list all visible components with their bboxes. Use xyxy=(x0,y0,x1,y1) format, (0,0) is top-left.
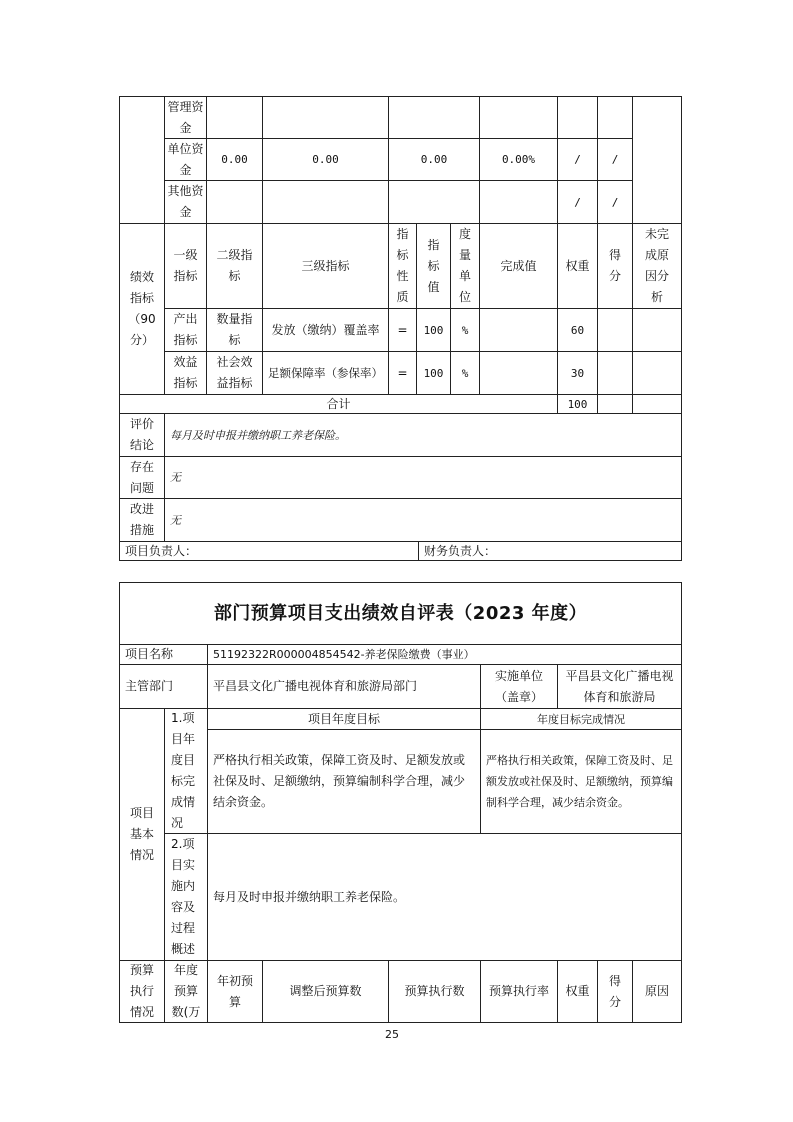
funding-weight: / xyxy=(557,180,598,224)
total-reason xyxy=(632,394,682,414)
dept-value: 平昌县文化广播电视体育和旅游局部门 xyxy=(207,664,481,709)
indicator-nature: = xyxy=(388,351,417,395)
budget-sub-label: 年度预算数(万 xyxy=(164,960,208,1023)
funding-adjusted xyxy=(262,180,389,224)
goal-done-header: 年度目标完成情况 xyxy=(480,708,682,730)
funding-executed: 0.00 xyxy=(388,138,480,181)
funding-weight xyxy=(557,96,598,139)
funding-executed xyxy=(388,96,480,139)
indicator-completed xyxy=(479,351,558,395)
funding-score: / xyxy=(597,138,633,181)
project-name-value: 51192322R000004854542-养老保险缴费（事业） xyxy=(207,644,682,665)
impl-label: 2.项目实施内容及过程概述 xyxy=(164,833,208,961)
goal-done-text: 严格执行相关政策，保障工资及时、足额发放或社保及时、足额缴纳，预算编制科学合理，减少结余资金。 xyxy=(480,729,682,834)
merged-right-cell xyxy=(632,96,682,224)
conclusion-text: 每月及时申报并缴纳职工养老保险。 xyxy=(164,413,682,457)
funding-rate xyxy=(479,180,558,224)
indicator-score xyxy=(597,308,633,352)
budget-header-executed: 预算执行数 xyxy=(388,960,481,1023)
budget-header-weight: 权重 xyxy=(557,960,598,1023)
impl-unit-value: 平昌县文化广播电视体育和旅游局 xyxy=(557,664,682,709)
indicator-unit: % xyxy=(450,308,480,352)
indicator-score xyxy=(597,351,633,395)
goal-header: 项目年度目标 xyxy=(207,708,481,730)
merged-left-cell xyxy=(119,96,165,224)
header-level1: 一级指标 xyxy=(164,223,207,309)
funding-executed xyxy=(388,180,480,224)
improve-label: 改进措施 xyxy=(119,498,165,542)
indicator-weight: 30 xyxy=(557,351,598,395)
indicator-level3: 发放（缴纳）覆盖率 xyxy=(262,308,389,352)
page-number: 25 xyxy=(385,1028,399,1041)
funding-adjusted xyxy=(262,96,389,139)
project-lead-label: 项目负责人： xyxy=(119,541,419,561)
page-title: 部门预算项目支出绩效自评表（2023 年度） xyxy=(119,582,682,645)
header-level3: 三级指标 xyxy=(262,223,389,309)
header-value: 指标值 xyxy=(416,223,451,309)
improve-text: 无 xyxy=(164,498,682,542)
indicator-value: 100 xyxy=(416,308,451,352)
indicator-reason xyxy=(632,351,682,395)
indicator-unit: % xyxy=(450,351,480,395)
funding-score xyxy=(597,96,633,139)
budget-header-initial: 年初预算 xyxy=(207,960,263,1023)
funding-initial xyxy=(206,96,263,139)
impl-text: 每月及时申报并缴纳职工养老保险。 xyxy=(207,833,682,961)
total-score xyxy=(597,394,633,414)
header-completed: 完成值 xyxy=(479,223,558,309)
perf-indicator-label: 绩效指标（90分） xyxy=(119,223,165,395)
indicator-level2: 数量指标 xyxy=(206,308,263,352)
total-label: 合计 xyxy=(119,394,558,414)
problems-label: 存在问题 xyxy=(119,456,165,499)
budget-header-rate: 预算执行率 xyxy=(480,960,558,1023)
funding-rate: 0.00% xyxy=(479,138,558,181)
dept-label: 主管部门 xyxy=(119,664,208,709)
header-nature: 指标性质 xyxy=(388,223,417,309)
funding-weight: / xyxy=(557,138,598,181)
funding-rate xyxy=(479,96,558,139)
impl-unit-label: 实施单位（盖章） xyxy=(480,664,558,709)
indicator-weight: 60 xyxy=(557,308,598,352)
indicator-nature: = xyxy=(388,308,417,352)
funding-row-label: 其他资金 xyxy=(164,180,207,224)
budget-header-adjusted: 调整后预算数 xyxy=(262,960,389,1023)
total-weight: 100 xyxy=(557,394,598,414)
funding-score: / xyxy=(597,180,633,224)
project-name-label: 项目名称 xyxy=(119,644,208,665)
basic-info-label: 项目基本情况 xyxy=(119,708,165,961)
indicator-completed xyxy=(479,308,558,352)
header-unit: 度量单位 xyxy=(450,223,480,309)
budget-header-score: 得分 xyxy=(597,960,633,1023)
conclusion-label: 评价结论 xyxy=(119,413,165,457)
funding-adjusted: 0.00 xyxy=(262,138,389,181)
goal-text: 严格执行相关政策，保障工资及时、足额发放或社保及时、足额缴纳，预算编制科学合理，减少结余资金。 xyxy=(207,729,481,834)
budget-label: 预算执行情况 xyxy=(119,960,165,1023)
funding-initial xyxy=(206,180,263,224)
indicator-level1: 效益指标 xyxy=(164,351,207,395)
problems-text: 无 xyxy=(164,456,682,499)
indicator-level2: 社会效益指标 xyxy=(206,351,263,395)
header-level2: 二级指标 xyxy=(206,223,263,309)
indicator-value: 100 xyxy=(416,351,451,395)
header-reason: 未完成原因分析 xyxy=(632,223,682,309)
indicator-level1: 产出指标 xyxy=(164,308,207,352)
funding-initial: 0.00 xyxy=(206,138,263,181)
indicator-level3: 足额保障率（参保率） xyxy=(262,351,389,395)
budget-header-reason: 原因 xyxy=(632,960,682,1023)
header-score: 得分 xyxy=(597,223,633,309)
goal-label: 1.项目年度目标完成情况 xyxy=(164,708,208,834)
finance-lead-label: 财务负责人： xyxy=(418,541,682,561)
header-weight: 权重 xyxy=(557,223,598,309)
indicator-reason xyxy=(632,308,682,352)
funding-row-label: 管理资金 xyxy=(164,96,207,139)
funding-row-label: 单位资金 xyxy=(164,138,207,181)
